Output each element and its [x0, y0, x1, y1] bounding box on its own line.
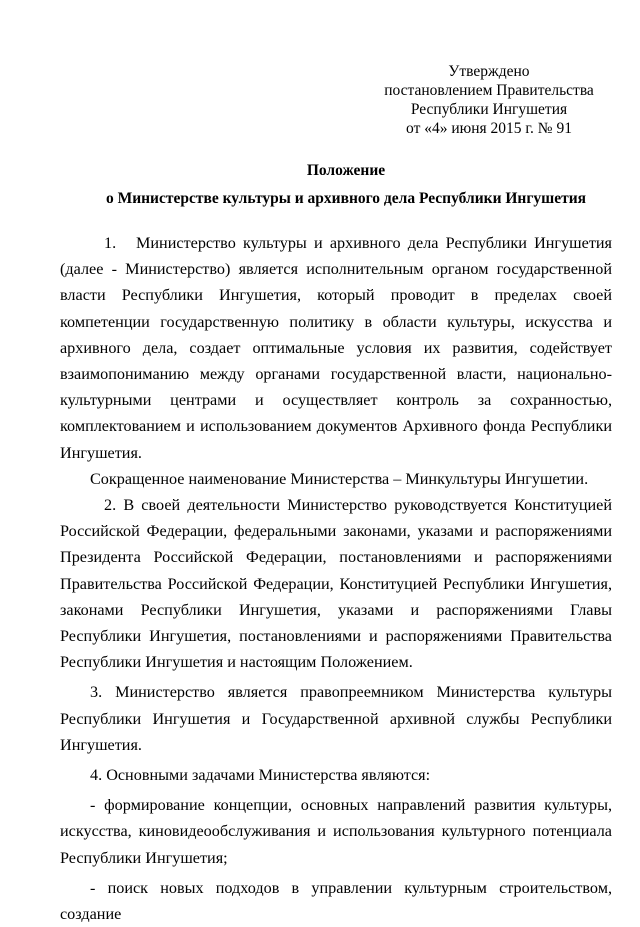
document-body: [60, 230, 612, 927]
paragraph-1-text: Министерство культуры и архивного дела Республики Ингушетия (далее - Министерство) является исполнительным органом государственной власти Республики Ингушетия, который проводит в пределах своей компетенции государственную политику в области культуры, искусства и архивного дела, создает оптимальные условия их развития, содействует взаимопониманию между органами государственной власти, национально-культурными центрами и осуществляет контроль за сохранностью, комплектованием и использованием документов Архивного фонда Республики Ингушетия.: [60, 234, 612, 462]
paragraph-4-item-1: - формирование концепции, основных направлений развития культуры, искусства, киновидеообслуживания и использования культурного потенциала Республики Ингушетия;: [60, 796, 612, 867]
approval-line-resolution: постановлением Правительства: [384, 82, 594, 99]
approval-line-date-number: от «4» июня 2015 г. № 91: [406, 120, 572, 137]
paragraph-3: 3. Министерство является правопреемником Министерства культуры Республики Ингушетия и Государственной архивной службы Республики Ингушетия.: [60, 683, 612, 754]
paragraph-1: [60, 230, 612, 466]
title-ministry: о Министерстве культуры и архивного дела Республики Ингушетия: [105, 190, 587, 207]
paragraph-4: 4. Основными задачами Министерства являются:: [90, 766, 431, 785]
approval-line-approved: Утверждено: [448, 63, 530, 80]
title-regulation: Положение: [306, 162, 386, 179]
paragraph-1-number: 1.: [104, 234, 117, 252]
paragraph-1-short-name: Сокращенное наименование Министерства – Минкультуры Ингушетии.: [90, 469, 589, 488]
paragraph-2: 2. В своей деятельности Министерство руководствуется Конституцией Российской Федерации, федеральными законами, указами и распоряжениями Президента Российской Федерации, постановлениями и распоряжениями Правительства Российской Федерации, Конституцией Республики Ингушетия, законами Республики Ингушетия, указами и распоряжениями Главы Республики Ингушетия, постановлениями и распоряжениями Правительства Республики Ингушетия и настоящим Положением.: [60, 496, 612, 672]
approval-line-republic: Республики Ингушетия: [410, 101, 568, 118]
paragraph-4-item-2: - поиск новых подходов в управлении культурным строительством, создание: [60, 878, 612, 924]
approval-block: [360, 62, 618, 138]
document-title: [40, 157, 640, 213]
